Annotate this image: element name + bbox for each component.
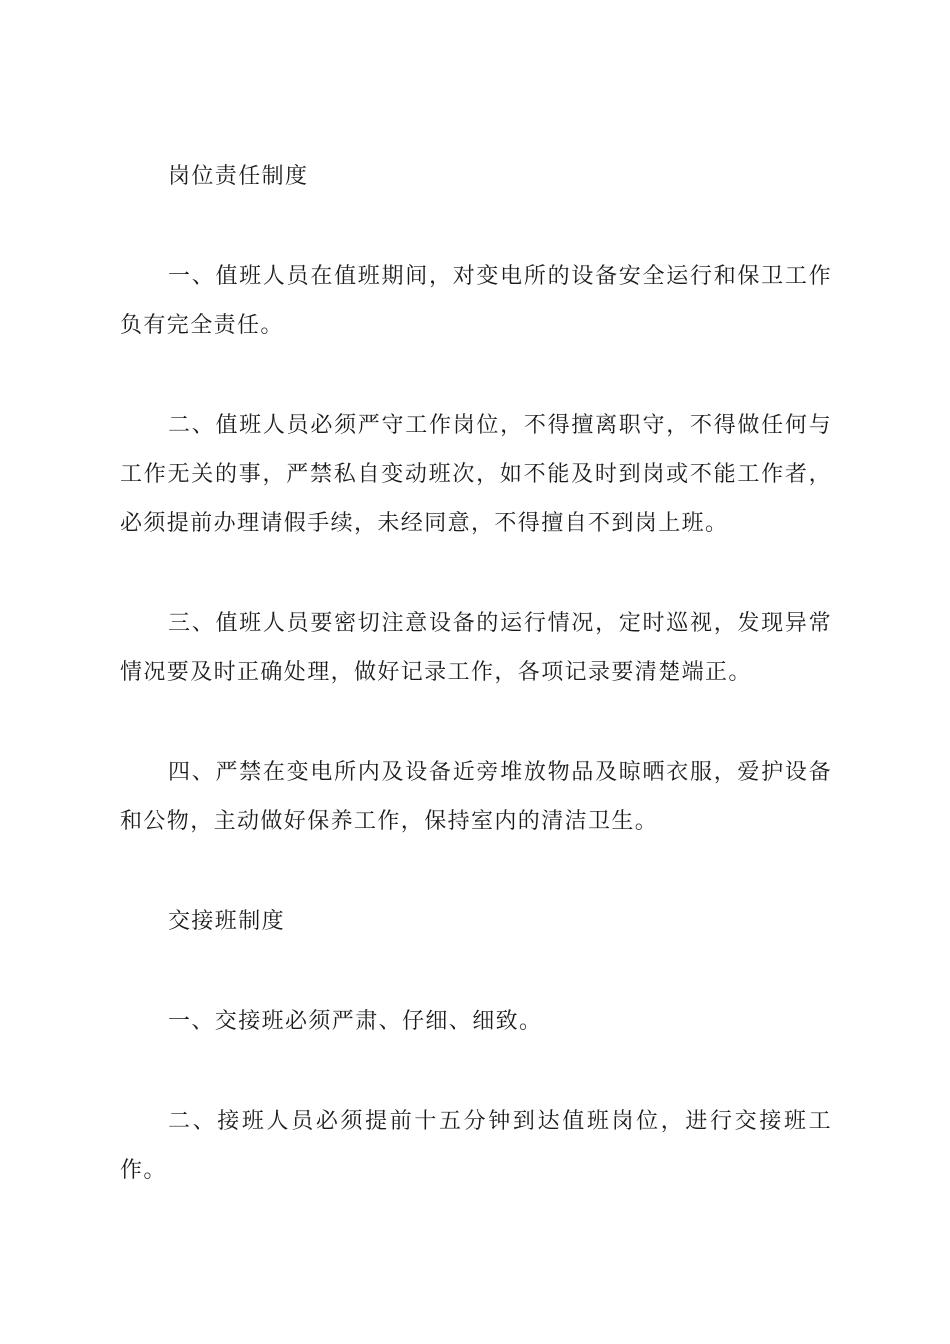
paragraph-item: 二、值班人员必须严守工作岗位，不得擅离职守，不得做任何与工作无关的事，严禁私自变动班次，如不能及时到岗或不能工作者，必须提前办理请假手续，未经同意，不得擅自不到岗上班。 <box>120 413 832 536</box>
paragraph-gap <box>120 350 832 401</box>
paragraph-item: 四、严禁在变电所内及设备近旁堆放物品及晾晒衣服，爱护设备和公物，主动做好保养工作，保持室内的清洁卫生。 <box>120 760 832 834</box>
paragraph-item: 三、值班人员要密切注意设备的运行情况，定时巡视，发现异常情况要及时正确处理，做好记录工作，各项记录要清楚端正。 <box>120 611 832 685</box>
section-title-job-responsibility: 岗位责任制度 <box>168 164 309 189</box>
paragraph-gap <box>120 1046 832 1097</box>
paragraph-gap <box>120 946 832 997</box>
paragraph-item: 一、交接班必须严肃、仔细、细致。 <box>168 1009 543 1034</box>
paragraph-gap <box>120 846 832 897</box>
document-body <box>120 152 832 1195</box>
paragraph-gap <box>120 201 832 252</box>
paragraph-gap <box>120 697 832 748</box>
section-title-shift-handover: 交接班制度 <box>168 909 286 934</box>
paragraph-item: 二、接班人员必须提前十五分钟到达值班岗位，进行交接班工作。 <box>120 1109 832 1183</box>
paragraph-gap <box>120 548 832 599</box>
paragraph-item: 一、值班人员在值班期间，对变电所的设备安全运行和保卫工作负有完全责任。 <box>120 264 832 338</box>
